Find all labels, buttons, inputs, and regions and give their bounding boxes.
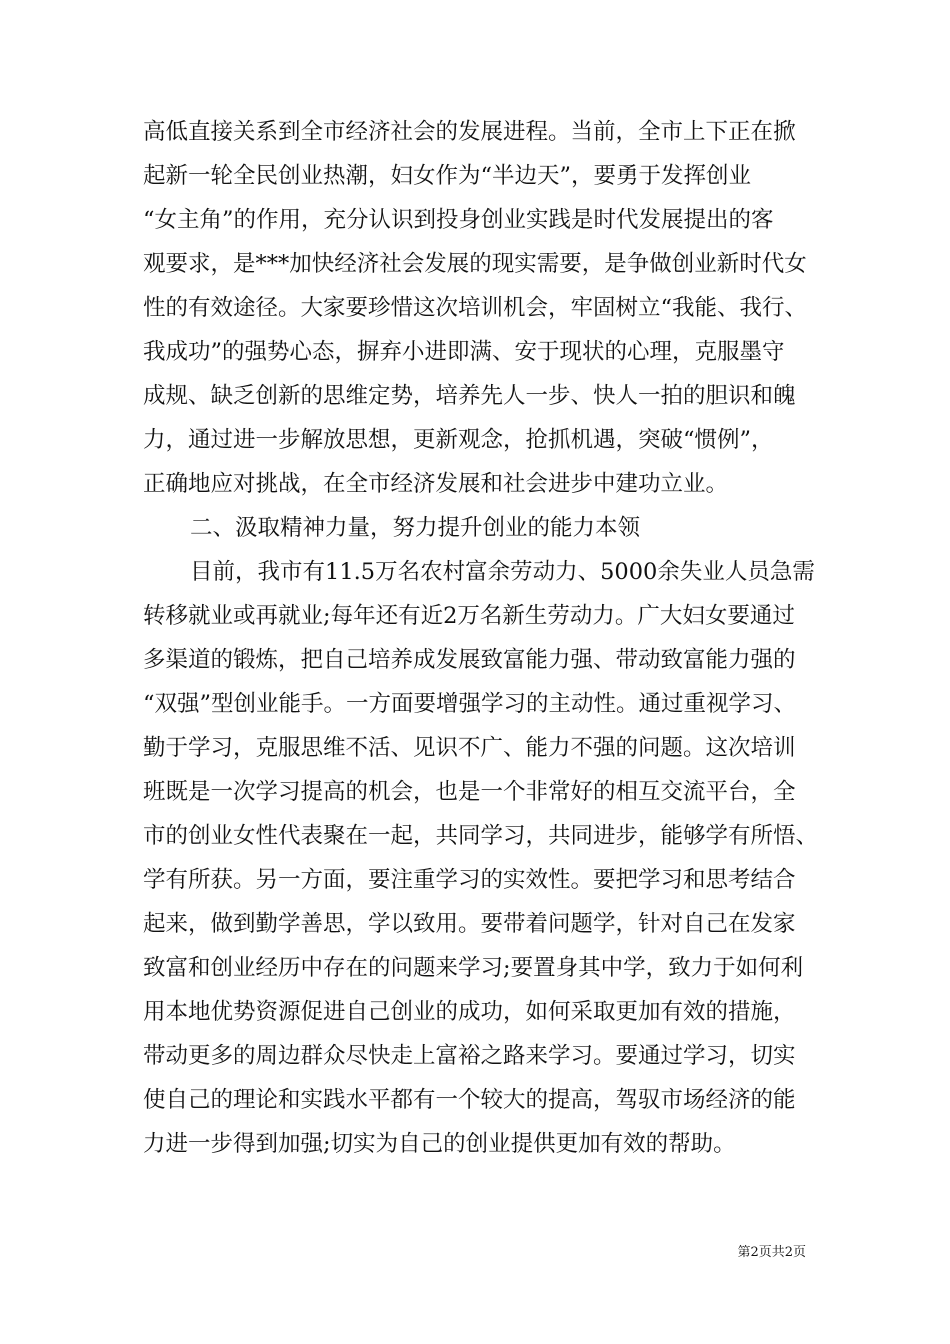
section-heading: 二、汲取精神力量，努力提升创业的能力本领 [190,515,641,541]
body-line: 正确地应对挑战，在全市经济发展和社会进步中建功立业。 [143,471,729,497]
body-line: 用本地优势资源促进自己创业的成功，如何采取更加有效的措施， [143,999,796,1025]
body-line: 多渠道的锻炼，把自己培养成发展致富能力强、带动致富能力强的 [143,647,796,673]
body-line: 高低直接关系到全市经济社会的发展进程。当前，全市上下正在掀 [143,119,796,145]
body-line: 成规、缺乏创新的思维定势，培养先人一步、快人一拍的胆识和魄 [143,383,796,409]
body-line: “双强”型创业能手。一方面要增强学习的主动性。通过重视学习、 [143,691,797,717]
body-line: 性的有效途径。大家要珍惜这次培训机会，牢固树立“我能、我行、 [143,295,808,321]
body-line: 观要求，是***加快经济社会发展的现实需要，是争做创业新时代女 [143,251,807,277]
body-line: 使自己的理论和实践水平都有一个较大的提高，驾驭市场经济的能 [143,1087,796,1113]
body-line: 勤于学习，克服思维不活、见识不广、能力不强的问题。这次培训 [143,735,796,761]
body-line: 力进一步得到加强;切实为自己的创业提供更加有效的帮助。 [143,1131,736,1157]
body-line: 学有所获。另一方面，要注重学习的实效性。要把学习和思考结合 [143,867,796,893]
body-line: 市的创业女性代表聚在一起，共同学习，共同进步，能够学有所悟、 [143,823,819,849]
page-number: 第2页共2页 [737,1245,806,1260]
body-line: “女主角”的作用，充分认识到投身创业实践是时代发展提出的客 [143,207,774,233]
body-line: 班既是一次学习提高的机会，也是一个非常好的相互交流平台，全 [143,779,796,805]
body-line: 力，通过进一步解放思想，更新观念，抢抓机遇，突破“惯例”， [143,427,774,453]
body-line: 致富和创业经历中存在的问题来学习;要置身其中学，致力于如何利 [143,955,804,981]
body-line: 带动更多的周边群众尽快走上富裕之路来学习。要通过学习，切实 [143,1043,796,1069]
body-line: 起来，做到勤学善思，学以致用。要带着问题学，针对自己在发家 [143,911,796,937]
body-line: 目前，我市有11.5万名农村富余劳动力、5000余失业人员急需 [190,559,815,585]
body-line: 转移就业或再就业;每年还有近2万名新生劳动力。广大妇女要通过 [143,603,795,629]
body-line: 我成功”的强势心态，摒弃小进即满、安于现状的心理，克服墨守 [143,339,785,365]
body-line: 起新一轮全民创业热潮，妇女作为“半边天”，要勇于发挥创业 [143,163,752,189]
